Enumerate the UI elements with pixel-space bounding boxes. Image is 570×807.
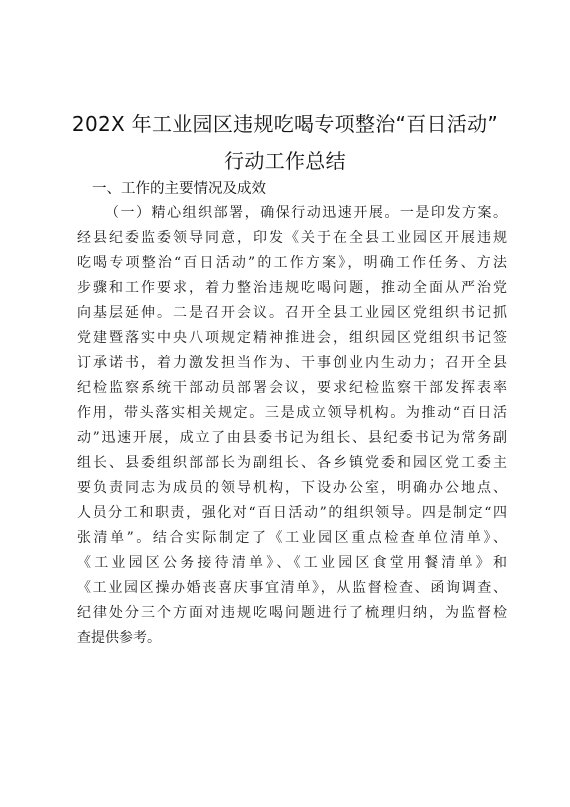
paragraph-line: 向基层延伸。二是召开会议。召开全县工业园区党组织书记抓 [77, 305, 507, 321]
document-title-line-1: 202X 年工业园区违规吃喝专项整治“百日活动” [71, 112, 499, 136]
paragraph-line: 党建暨落实中央八项规定精神推进会，组织园区党组织书记签 [77, 330, 507, 346]
paragraph-line: 查提供参考。 [77, 630, 161, 646]
paragraph-line: 纪律处分三个方面对违规吃喝问题进行了梳理归纳，为监督检 [77, 605, 507, 621]
paragraph-line: 人员分工和职责，强化对“百日活动”的组织领导。四是制定“四 [77, 505, 507, 521]
paragraph-line: 张清单”。结合实际制定了《工业园区重点检查单位清单》、 [77, 530, 507, 546]
paragraph-line: （一）精心组织部署，确保行动迅速开展。一是印发方案。 [105, 205, 507, 221]
paragraph-line: 纪检监察系统干部动员部署会议，要求纪检监察干部发挥表率 [77, 380, 507, 396]
paragraph-line: 经县纪委监委领导同意，印发《关于在全县工业园区开展违规 [77, 230, 507, 246]
paragraph-line: 订承诺书，着力激发担当作为、干事创业内生动力；召开全县 [77, 355, 507, 371]
paragraph-line: 《工业园区公务接待清单》、《工业园区食堂用餐清单》和 [77, 555, 507, 571]
paragraph-line: 要负责同志为成员的领导机构，下设办公室，明确办公地点、 [77, 480, 507, 496]
body-paragraph [77, 201, 507, 651]
section-heading: 一、工作的主要情况及成效 [92, 181, 266, 197]
paragraph-line: 《工业园区操办婚丧喜庆事宜清单》，从监督检查、函询调查、 [77, 580, 507, 596]
paragraph-line: 动”迅速开展，成立了由县委书记为组长、县纪委书记为常务副 [77, 430, 507, 446]
paragraph-line: 作用，带头落实相关规定。三是成立领导机构。为推动“百日活 [77, 405, 507, 421]
paragraph-line: 组长、县委组织部部长为副组长、各乡镇党委和园区党工委主 [77, 455, 507, 471]
document-title-line-2: 行动工作总结 [224, 149, 346, 173]
paragraph-line: 步骤和工作要求，着力整治违规吃喝问题，推动全面从严治党 [77, 280, 507, 296]
paragraph-line: 吃喝专项整治“百日活动”的工作方案》，明确工作任务、方法 [77, 255, 507, 271]
